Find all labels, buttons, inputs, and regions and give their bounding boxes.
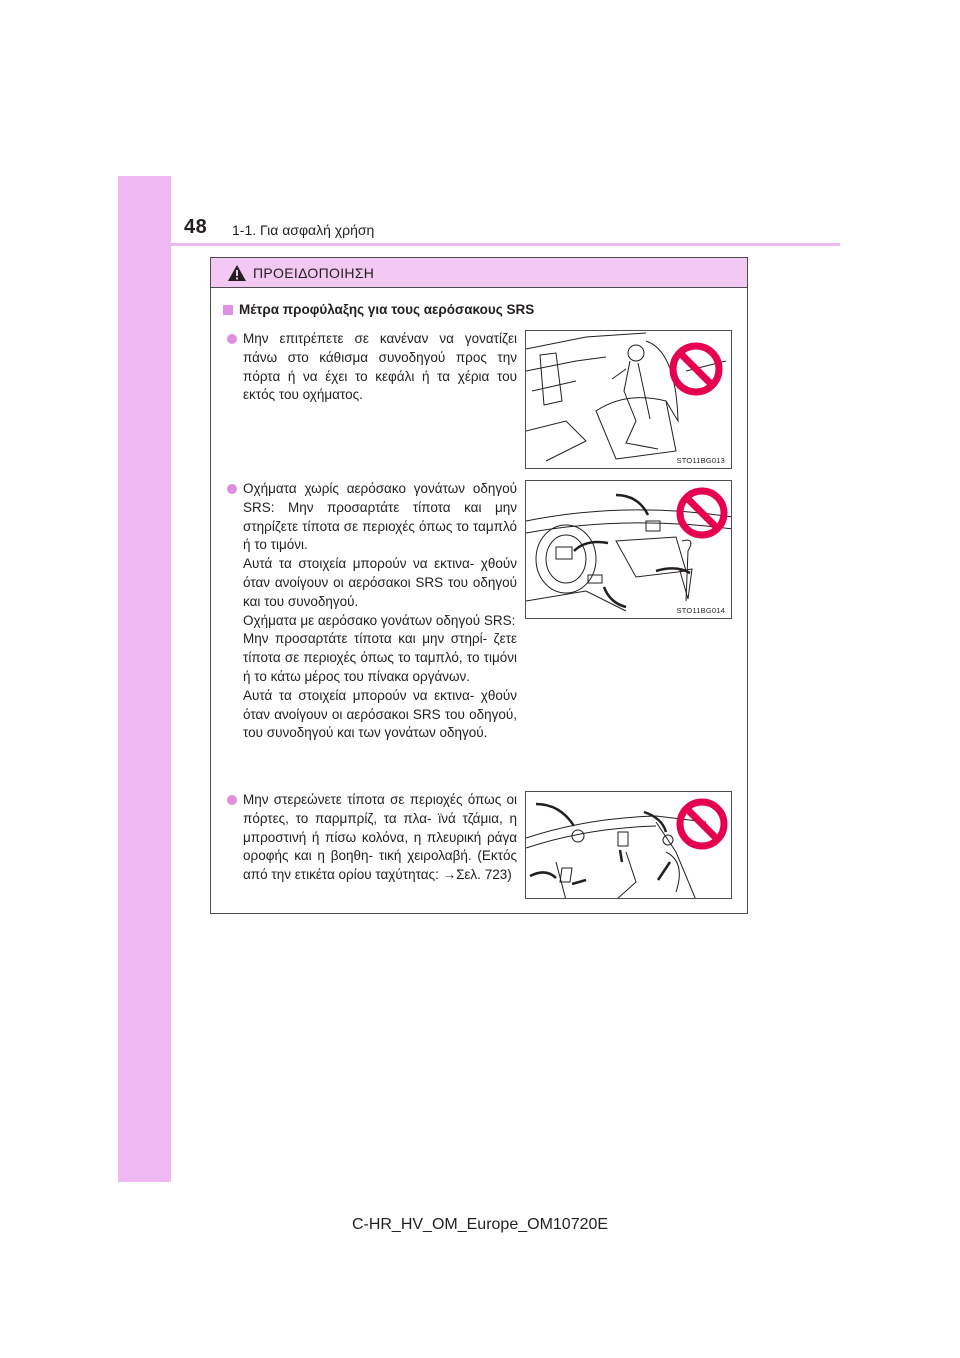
document-id: C-HR_HV_OM_Europe_OM10720E bbox=[351, 1216, 609, 1233]
warning-box bbox=[210, 257, 748, 914]
list-item bbox=[227, 330, 517, 405]
list-item bbox=[227, 791, 517, 885]
prohibition-icon bbox=[526, 331, 732, 469]
figure-kneeling-passenger bbox=[525, 330, 732, 469]
list-item-text: Μην στερεώνετε τίποτα σε περιοχές όπως οι πόρτες, το παρμπρίζ, τα πλα- ϊνά τζάμια, η μπροστινή ή πίσω κολόνα, η πλευρική ράγα οροφής και η βοηθη- τική χειρολαβή. (Εκτός από την ετικέτα ορίου ταχύτητας: →Σελ. 723) bbox=[243, 792, 517, 883]
bullet-dot-icon bbox=[227, 334, 237, 344]
section-heading-text: Μέτρα προφύλαξης για τους αερόσακους SRS bbox=[239, 302, 535, 317]
prohibition-icon bbox=[526, 481, 732, 619]
list-item-text: Μην επιτρέπετε σε κανέναν να γονατίζει πάνω στο κάθισμα συνοδηγού προς την πόρτα ή να έχει το κεφάλι ή τα χέρια του εκτός του οχήματος. bbox=[243, 331, 517, 403]
figure-interior-pillars bbox=[525, 791, 732, 899]
figure-dashboard bbox=[525, 480, 732, 619]
warning-header bbox=[211, 258, 747, 288]
list-item bbox=[227, 480, 517, 743]
list-item-text: Οχήματα χωρίς αερόσακο γονάτων οδηγού SRS: Μην προσαρτάτε τίποτα και μην στηρίζετε τίποτα σε περιοχές όπως το ταμπλό ή το τιμόνι. Αυτά τα στοιχεία μπορούν να εκτινα- χθούν όταν ανοίγουν οι αερόσακοι SRS του οδηγού και του συνοδηγού. Οχήματα με αερόσακο γονάτων οδηγού SRS: Μην προσαρτάτε τίποτα και μην στηρί- ζετε τίποτα σε περιοχές όπως το ταμπλό, το τιμόνι ή το κάτω μέρος του πίνακα οργάνων. Αυτά τα στοιχεία μπορούν να εκτινα- χθούν όταν ανοίγουν οι αερόσακοι SRS του οδηγού, του συνοδηγού και των γονάτων οδηγού. bbox=[243, 481, 517, 741]
figure-code: STO11BG014 bbox=[676, 606, 725, 615]
page-number: 48 bbox=[184, 216, 208, 238]
warning-triangle-icon bbox=[227, 264, 247, 282]
header-rule bbox=[171, 243, 840, 246]
warning-title: ΠΡΟΕΙΔΟΠΟΙΗΣΗ bbox=[253, 264, 375, 281]
section-heading bbox=[223, 302, 534, 317]
bullet-dot-icon bbox=[227, 484, 237, 494]
section-title: 1-1. Για ασφαλή χρήση bbox=[232, 222, 375, 238]
chapter-sidebar-tab bbox=[118, 176, 171, 1182]
square-bullet-icon bbox=[223, 305, 233, 315]
prohibition-icon bbox=[526, 792, 732, 899]
figure-code: STO11BG013 bbox=[676, 456, 725, 465]
bullet-dot-icon bbox=[227, 795, 237, 805]
